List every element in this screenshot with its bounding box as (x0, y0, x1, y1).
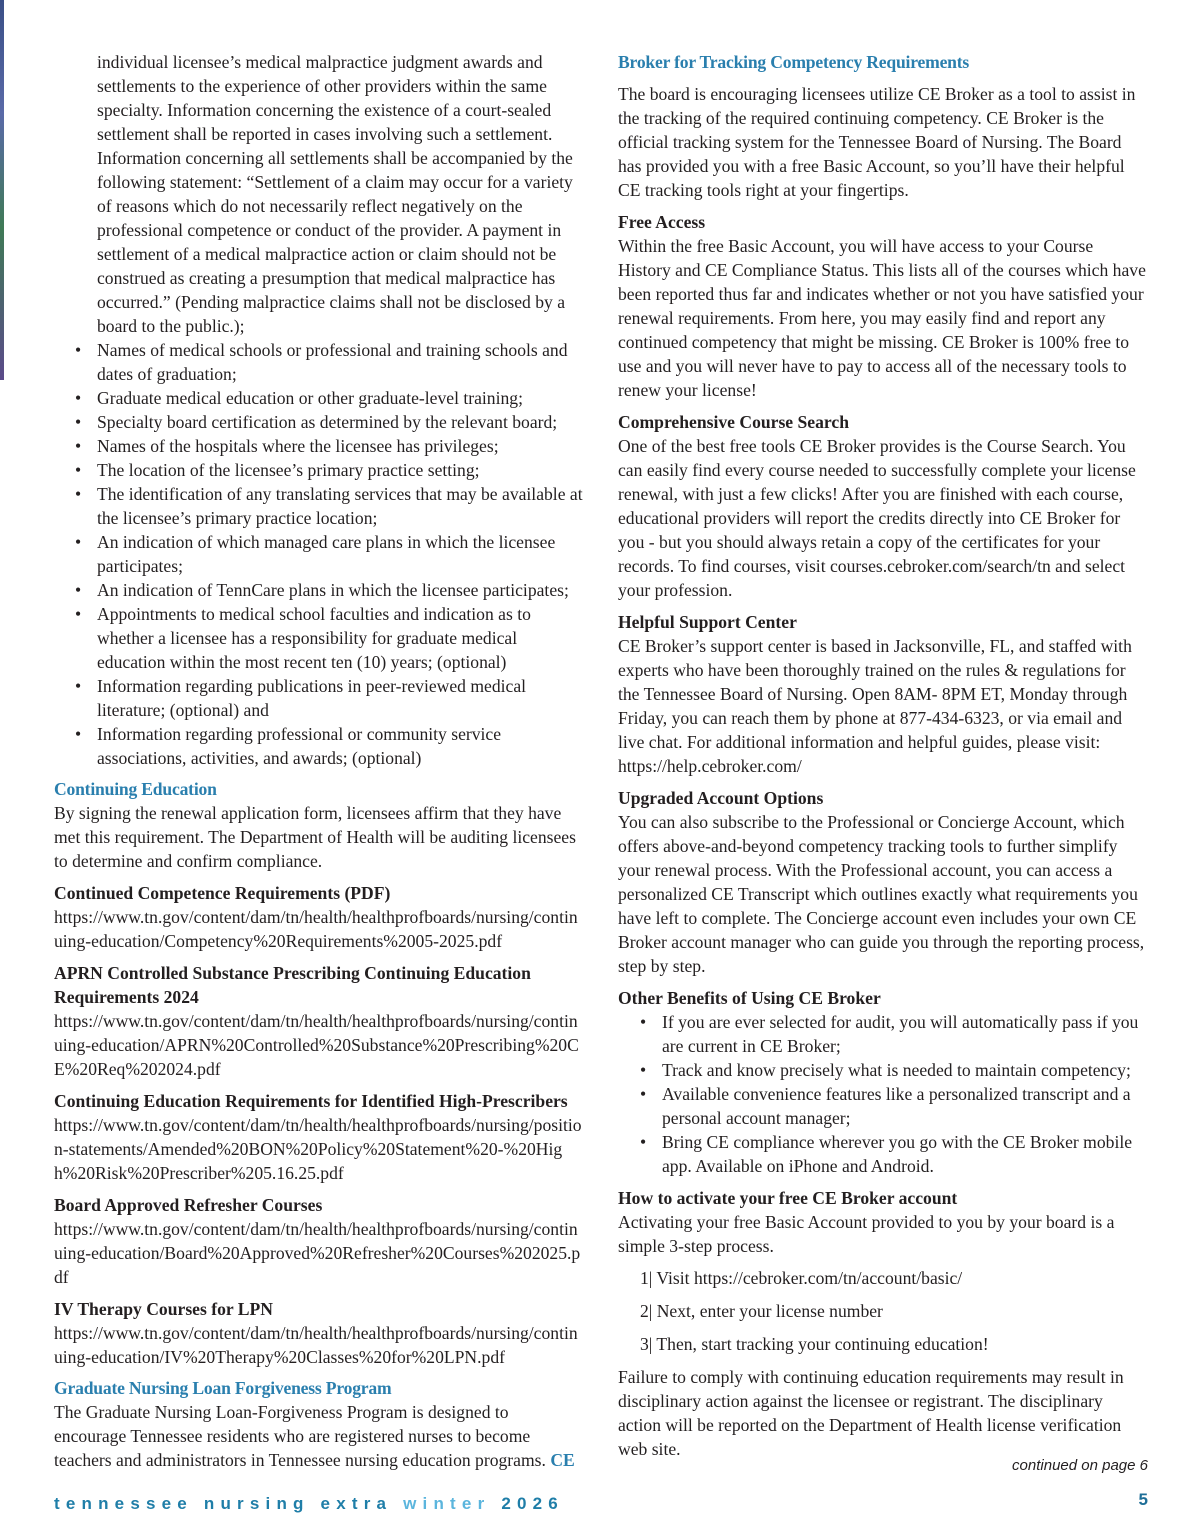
section-benefits (618, 986, 1148, 1178)
section-upgraded-account (618, 786, 1148, 978)
section-title: Comprehensive Course Search (618, 412, 849, 432)
page-number: 5 (1138, 1490, 1148, 1509)
continued-note: continued on page 6 (1012, 1457, 1148, 1474)
footer-title (54, 1494, 564, 1514)
benefits-title: Other Benefits of Using CE Broker (618, 988, 881, 1008)
list-item: • Track and know precisely what is needed to maintain competency; (618, 1058, 1148, 1082)
section-activate (618, 1186, 1148, 1356)
section-free-access (618, 210, 1148, 402)
loan-forgiveness-heading: Graduate Nursing Loan Forgiveness Program (54, 1378, 392, 1398)
profile-items-list (54, 338, 584, 770)
section-title: Upgraded Account Options (618, 788, 824, 808)
resource-link[interactable]: https://www.tn.gov/content/dam/tn/health/healthprofboards/nursing/continuing-education/APRN%20Controlled%20Substance%20Prescribing%20CE%20Req%202024.pdf (54, 1011, 579, 1079)
list-item: • Information regarding professional or community service associations, activities, and awards; (optional) (54, 722, 584, 770)
resource-block (54, 1089, 584, 1185)
list-item: • Appointments to medical school faculties and indication as to whether a licensee has a responsibility for graduate medical education within the most recent ten (10) years; (optional) (54, 602, 584, 674)
loan-forgiveness-text (54, 1400, 584, 1472)
list-item: • Graduate medical education or other graduate-level training; (54, 386, 584, 410)
list-item: • If you are ever selected for audit, you will automatically pass if you are current in CE Broker; (618, 1010, 1148, 1058)
step-item: 3| Then, start tracking your continuing education! (640, 1334, 989, 1354)
list-item: • Available convenience features like a personalized transcript and a personal account manager; (618, 1082, 1148, 1130)
section-text: CE Broker’s support center is based in Jacksonville, FL, and staffed with experts who have been thoroughly trained on the rules & regulations for the Tennessee Board of Nursing. Open 8AM- 8PM ET, Monday through Friday, you can reach them by phone at 877-434-6323, or via email and live chat. For additional information and helpful guides, please visit: https://help.cebroker.com/ (618, 636, 1132, 776)
section-support-center (618, 610, 1148, 778)
list-item: • Specialty board certification as determined by the relevant board; (54, 410, 584, 434)
malpractice-paragraph: individual licensee’s medical malpractice judgment awards and settlements to the experience of other providers within the same specialty. Information concerning the existence of a court-sealed settlement shall be reported in cases involving such a settlement. Information concerning all settlements shall be accompanied by the following statement: “Settlement of a claim may occur for a variety of reasons which do not necessarily reflect negatively on the professional competence or conduct of the provider. A payment in settlement of a medical malpractice action or claim should not be construed as creating a presumption that medical malpractice has occurred.” (Pending malpractice claims shall not be disclosed by a board to the public.); (97, 52, 573, 336)
resource-block (54, 881, 584, 953)
ce-broker-intro: The board is encouraging licensees utilize CE Broker as a tool to assist in the tracking of the required continuing competency. CE Broker is the official tracking system for the Tennessee Board of Nursing. The Board has provided you with a free Basic Account, so you’ll have their helpful CE tracking tools right at your fingertips. (618, 84, 1136, 200)
left-column (54, 50, 584, 1472)
step-item: 1| Visit https://cebroker.com/tn/account/basic/ (640, 1268, 963, 1288)
section-title: Free Access (618, 212, 706, 232)
resource-title: Board Approved Refresher Courses (54, 1195, 323, 1215)
compliance-warning: Failure to comply with continuing education requirements may result in disciplinary action against the licensee or registrant. The disciplinary action will be reported on the Department of Health license verification web site. (618, 1367, 1124, 1459)
footer-season: winter (403, 1494, 491, 1513)
right-column (618, 50, 1148, 1461)
list-item: • Names of medical schools or professional and training schools and dates of graduation; (54, 338, 584, 386)
list-item: • The location of the licensee’s primary practice setting; (54, 458, 584, 482)
footer-publication: tennessee nursing extra (54, 1494, 393, 1513)
list-item: • An indication of TennCare plans in which the licensee participates; (54, 578, 584, 602)
resource-link[interactable]: https://www.tn.gov/content/dam/tn/health/healthprofboards/nursing/continuing-education/Competency%20Requirements%2005-2025.pdf (54, 907, 578, 951)
section-text: You can also subscribe to the Professional or Concierge Account, which offers above-and-beyond competency tracking tools to further simplify your renewal process. With the Professional account, you can access a personalized CE Transcript which outlines exactly what requirements you have left to complete. The Concierge account even includes your own CE Broker account manager who can guide you through the reporting process, step by step. (618, 812, 1145, 976)
step-item: 2| Next, enter your license number (640, 1301, 883, 1321)
resource-block (54, 961, 584, 1081)
activate-text: Activating your free Basic Account provided to you by your board is a simple 3-step process. (618, 1212, 1115, 1256)
resource-title: Continued Competence Requirements (PDF) (54, 883, 391, 903)
section-text: Within the free Basic Account, you will have access to your Course History and CE Compliance Status. This lists all of the courses which have been reported thus far and indicates whether or not you have satisfied your renewal requirements. From here, you may easily find and report any continued competency that might be missing. CE Broker is 100% free to use and you will never have to pay to access all of the necessary tools to renew your license! (618, 236, 1146, 400)
resource-block (54, 1193, 584, 1289)
section-course-search (618, 410, 1148, 602)
continuing-education-text: By signing the renewal application form, licensees affirm that they have met this requirement. The Department of Health will be auditing licensees to determine and confirm compliance. (54, 803, 576, 871)
section-text: One of the best free tools CE Broker provides is the Course Search. You can easily find every course needed to successfully complete your license renewal, with just a few clicks! After you are finished with each course, educational providers will report the credits directly into CE Broker for you - but you should always retain a copy of the certificates for your records. To find courses, visit courses.cebroker.com/search/tn and select your profession. (618, 436, 1136, 600)
resource-link[interactable]: https://www.tn.gov/content/dam/tn/health/healthprofboards/nursing/continuing-education/Board%20Approved%20Refresher%20Courses%202025.pdf (54, 1219, 581, 1287)
resource-title: APRN Controlled Substance Prescribing Continuing Education Requirements 2024 (54, 963, 531, 1007)
footer-year: 2026 (501, 1494, 564, 1513)
benefits-list (618, 1010, 1148, 1178)
activation-steps (618, 1266, 1148, 1356)
list-item: • Bring CE compliance wherever you go with the CE Broker mobile app. Available on iPhone and Android. (618, 1130, 1148, 1178)
resource-link[interactable]: https://www.tn.gov/content/dam/tn/health/healthprofboards/nursing/position-statements/Amended%20BON%20Policy%20Statement%20-%20High%20Risk%20Prescriber%205.16.25.pdf (54, 1115, 582, 1183)
ce-broker-heading: Broker for Tracking Competency Requirements (618, 52, 970, 72)
resource-title: IV Therapy Courses for LPN (54, 1299, 273, 1319)
edge-color-bar (0, 0, 4, 380)
section-title: Helpful Support Center (618, 612, 797, 632)
list-item: • Names of the hospitals where the licensee has privileges; (54, 434, 584, 458)
resource-block (54, 1297, 584, 1369)
activate-title: How to activate your free CE Broker account (618, 1188, 958, 1208)
ce-marker: CE (550, 1450, 575, 1470)
list-item: • An indication of which managed care plans in which the licensee participates; (54, 530, 584, 578)
resource-title: Continuing Education Requirements for Identified High-Prescribers (54, 1091, 568, 1111)
resource-link[interactable]: https://www.tn.gov/content/dam/tn/health/healthprofboards/nursing/continuing-education/IV%20Therapy%20Classes%20for%20LPN.pdf (54, 1323, 578, 1367)
list-item: • Information regarding publications in peer-reviewed medical literature; (optional) and (54, 674, 584, 722)
list-item: • The identification of any translating services that may be available at the licensee’s primary practice location; (54, 482, 584, 530)
continuing-education-heading: Continuing Education (54, 779, 217, 799)
loan-forgiveness-body: The Graduate Nursing Loan-Forgiveness Program is designed to encourage Tennessee residents who are registered nurses to become teachers and administrators in Tennessee nursing education programs. (54, 1402, 546, 1470)
